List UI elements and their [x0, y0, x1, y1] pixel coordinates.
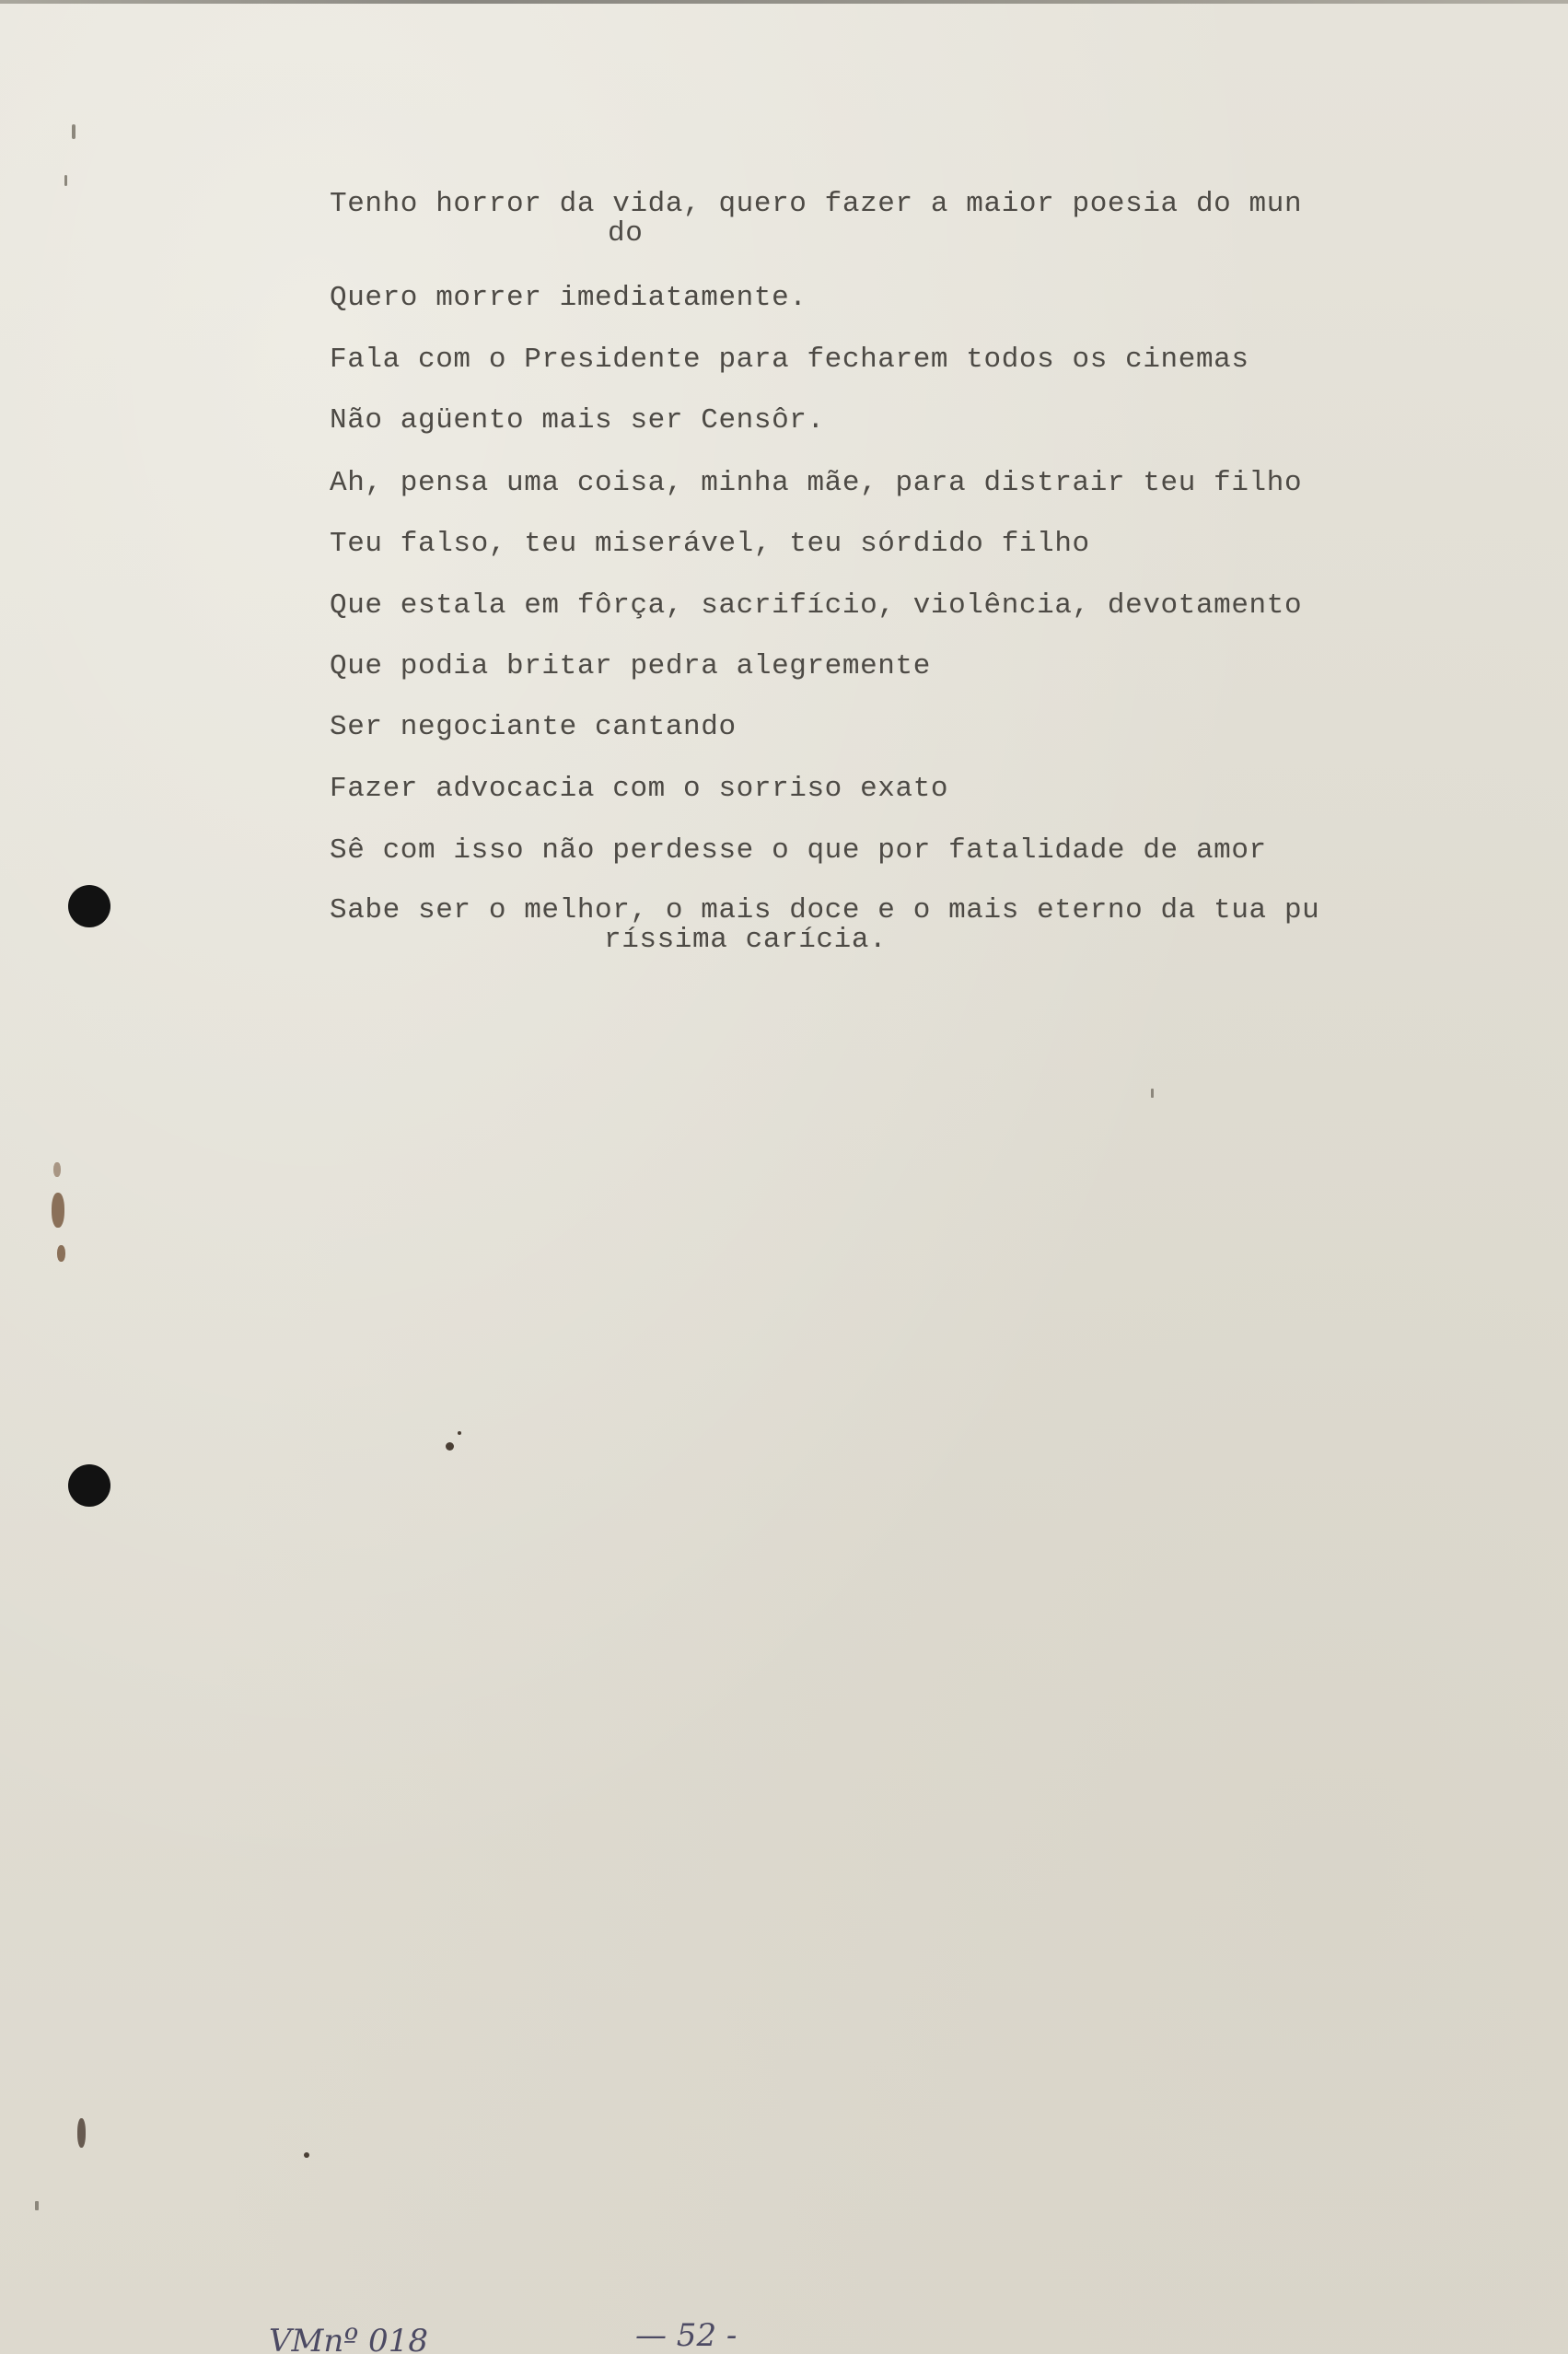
poem-line: Que podia britar pedra alegremente: [330, 650, 931, 682]
poem-line: Sabe ser o melhor, o mais doce e o mais eterno da tua pu: [330, 894, 1320, 926]
ink-speck: [1151, 1089, 1154, 1098]
poem-line-continuation: do: [608, 217, 644, 250]
archive-code: VMnº 018: [269, 2323, 428, 2354]
punch-hole-upper: [68, 885, 110, 927]
rust-stain: [77, 2118, 86, 2148]
ink-speck: [446, 1442, 454, 1451]
punch-hole-lower: [68, 1464, 110, 1507]
ink-speck: [458, 1431, 461, 1435]
poem-line: Ah, pensa uma coisa, minha mãe, para distrair teu filho: [330, 467, 1303, 499]
ink-speck: [304, 2152, 309, 2158]
rust-stain: [53, 1162, 61, 1177]
rust-stain: [57, 1245, 65, 1262]
poem-line: Ser negociante cantando: [330, 711, 737, 743]
paper-top-edge: [0, 0, 1568, 4]
poem-line-continuation: ríssima carícia.: [604, 924, 888, 956]
ink-speck: [64, 175, 67, 186]
page-number: — 52 -: [635, 2317, 738, 2354]
poem-line: Fazer advocacia com o sorriso exato: [330, 773, 949, 805]
poem-line: Que estala em fôrça, sacrifício, violência, devotamento: [330, 589, 1303, 622]
ink-speck: [72, 124, 75, 139]
ink-speck: [35, 2201, 39, 2210]
poem-line: Teu falso, teu miserável, teu sórdido filho: [330, 528, 1090, 560]
rust-stain: [52, 1193, 64, 1228]
poem-line: Não agüento mais ser Censôr.: [330, 404, 825, 437]
poem-line: Tenho horror da vida, quero fazer a maior poesia do mun: [330, 188, 1303, 220]
poem-line: Sê com isso não perdesse o que por fatalidade de amor: [330, 834, 1267, 867]
poem-line: Quero morrer imediatamente.: [330, 282, 807, 314]
poem-line: Fala com o Presidente para fecharem todos os cinemas: [330, 344, 1249, 376]
